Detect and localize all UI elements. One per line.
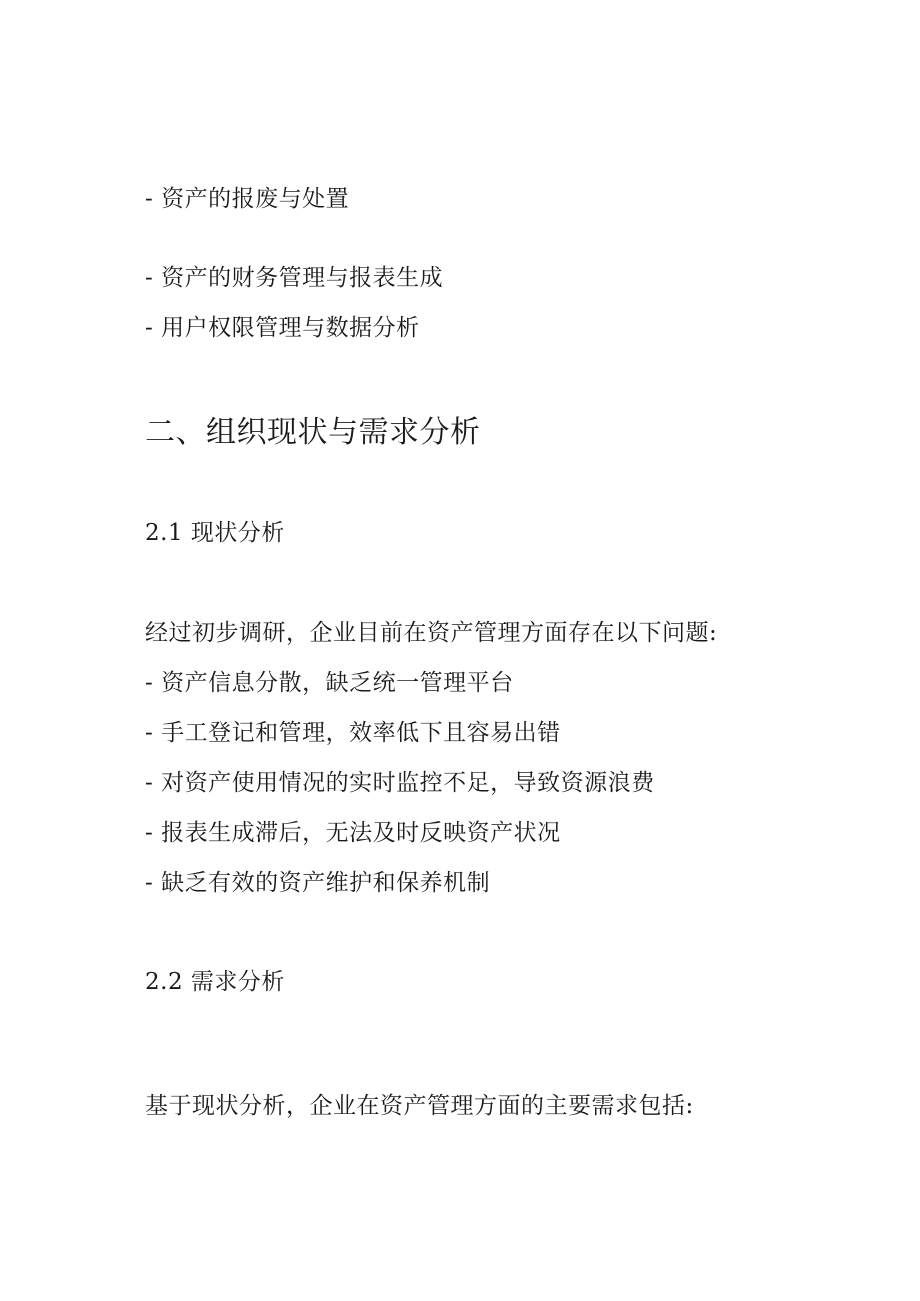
issue-item: - 报表生成滞后，无法及时反映资产状况 xyxy=(145,820,561,846)
subsection-title-current-status: 2.1 现状分析 xyxy=(145,520,285,546)
section-heading: 二、组织现状与需求分析 xyxy=(145,415,481,450)
issue-item: - 缺乏有效的资产维护和保养机制 xyxy=(145,870,491,896)
issue-item: - 资产信息分散，缺乏统一管理平台 xyxy=(145,670,514,696)
subsection-title-requirements: 2.2 需求分析 xyxy=(145,969,285,995)
issue-item: - 手工登记和管理，效率低下且容易出错 xyxy=(145,720,561,746)
bullet-user-permissions: - 用户权限管理与数据分析 xyxy=(145,315,420,341)
issue-item: - 对资产使用情况的实时监控不足，导致资源浪费 xyxy=(145,770,655,796)
bullet-asset-disposal: - 资产的报废与处置 xyxy=(145,186,350,212)
bullet-asset-finance-reports: - 资产的财务管理与报表生成 xyxy=(145,265,444,291)
requirements-intro: 基于现状分析，企业在资产管理方面的主要需求包括: xyxy=(145,1093,694,1119)
current-status-intro: 经过初步调研，企业目前在资产管理方面存在以下问题: xyxy=(145,620,718,646)
